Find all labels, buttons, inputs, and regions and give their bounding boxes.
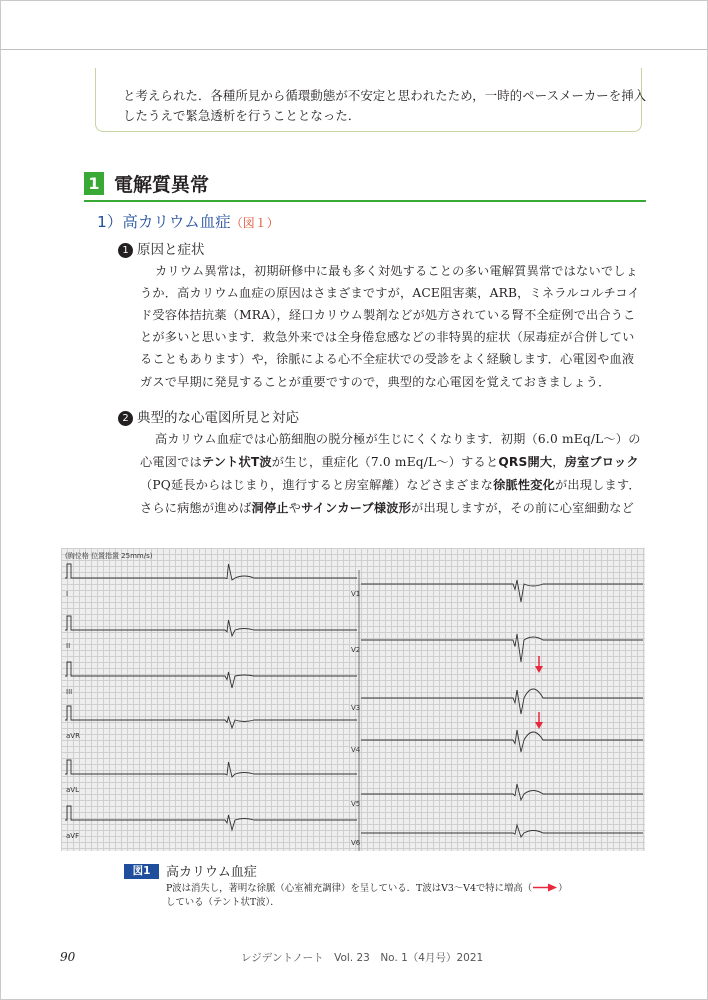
- figure-title: 高カリウム血症: [166, 865, 257, 880]
- red-arrow-icon: [532, 883, 558, 892]
- top-rule: [0, 49, 708, 50]
- ecg-lead-label: I: [66, 590, 69, 598]
- ecg-lead-label: aVR: [66, 732, 80, 740]
- ecg-lead-label: aVL: [66, 786, 79, 794]
- ecg-lead-trace: [361, 580, 643, 602]
- calibration-pulse: [65, 760, 73, 774]
- figure-badge: 図1: [124, 864, 159, 879]
- item-heading-causes: [118, 238, 205, 258]
- ecg-lead-label: II: [66, 642, 71, 650]
- ecg-lead-trace: [361, 689, 643, 714]
- ecg-tracing: [61, 548, 645, 851]
- calibration-pulse: [65, 706, 73, 720]
- item-heading-ecg: [118, 406, 299, 426]
- ecg-lead-trace: [361, 634, 643, 662]
- body-line: ド受容体拮抗薬（MRA），経口カリウム製剤などが処方されている腎不全症例で出合うこ: [140, 308, 636, 322]
- body-line: ガスで早期に発見することが重要ですので，典型的な心電図を覚えておきましょう．: [140, 375, 611, 389]
- section-rule: [84, 200, 646, 202]
- ecg-lead-trace: [73, 717, 357, 728]
- subsection-title-text: 1）高カリウム血症: [97, 213, 231, 231]
- calibration-pulse: [65, 616, 73, 630]
- ecg-lead-trace: [73, 815, 357, 830]
- body-line: 高カリウム血症では心筋細胞の脱分極が生じにくくなります．初期（6.0 mEq/L～）の: [155, 432, 641, 446]
- figure-reference-link[interactable]: （図１）: [230, 216, 279, 230]
- section-title: 電解質異常: [114, 174, 210, 196]
- ecg-lead-label: V5: [351, 800, 361, 808]
- body-line: カリウム異常は，初期研修中に最も多く対処することの多い電解質異常ではないでしょ: [155, 264, 638, 278]
- calibration-pulse: [65, 662, 73, 676]
- case-text-line: と考えられた．各種所見から循環動態が不安定と思われたため，一時的ペースメーカーを挿入: [123, 88, 647, 103]
- ecg-lead-label: V2: [351, 646, 361, 654]
- ecg-lead-trace: [73, 672, 357, 688]
- case-text-line: したうえで緊急透析を行うこととなった．: [123, 108, 361, 123]
- item-title: 原因と症状: [137, 242, 205, 258]
- ecg-figure: [61, 548, 645, 851]
- ecg-header: (胸位格 位置指置 25mm/s): [65, 552, 153, 560]
- ecg-lead-label: aVF: [66, 832, 80, 840]
- ecg-lead-trace: [361, 825, 643, 837]
- red-arrow-head: [535, 666, 543, 673]
- figure-caption-line: している（テント状T波）．: [166, 897, 280, 908]
- ecg-lead-label: V6: [351, 839, 361, 847]
- ecg-lead-trace: [361, 730, 643, 752]
- item-number-badge: 2: [118, 411, 133, 426]
- ecg-lead-trace: [73, 620, 357, 636]
- figure-caption-line: P波は消失し，著明な徐脈（心室補充調律）を呈している．T波はV3～V4で特に増高（ ）: [166, 883, 568, 894]
- body-line: とが多いと思います．救急外来では全身倦怠感などの非特異的症状（尿毒症が合併してい: [140, 330, 635, 344]
- body-line: （PQ延長からはじまり，進行すると房室解離）などさまざまな徐脈性変化が出現します．: [140, 478, 641, 492]
- ecg-lead-label: V4: [351, 746, 361, 754]
- ecg-lead-label: V1: [351, 590, 361, 598]
- section-number-badge: 1: [84, 172, 104, 195]
- calibration-pulse: [65, 564, 73, 578]
- ecg-lead-label: V3: [351, 704, 361, 712]
- subsection-title: [97, 210, 279, 232]
- ecg-lead-trace: [361, 784, 643, 800]
- ecg-lead-label: III: [66, 688, 73, 696]
- item-title: 典型的な心電図所見と対応: [137, 410, 299, 426]
- red-arrow-head: [535, 722, 543, 729]
- ecg-lead-trace: [73, 564, 357, 580]
- item-number-badge: 1: [118, 243, 133, 258]
- ecg-lead-trace: [73, 762, 357, 777]
- calibration-pulse: [65, 806, 73, 820]
- body-line: 心電図ではテント状T波が生じ，重症化（7.0 mEq/L～）するとQRS開大，房室ブロック: [140, 455, 639, 469]
- body-line: ることもあります）や，徐脈による心不全症状での受診をよく経験します．心電図や血液: [140, 352, 635, 366]
- body-line: さらに病態が進めば洞停止やサインカーブ様波形が出現しますが，その前に心室細動など: [140, 501, 635, 515]
- body-line: うか．高カリウム血症の原因はさまざまですが，ACE阻害薬，ARB，ミネラルコルチコイ: [140, 286, 640, 300]
- page-number: 90: [60, 950, 76, 964]
- running-head: レジデントノート Vol. 23 No. 1（4月号）2021: [241, 952, 484, 964]
